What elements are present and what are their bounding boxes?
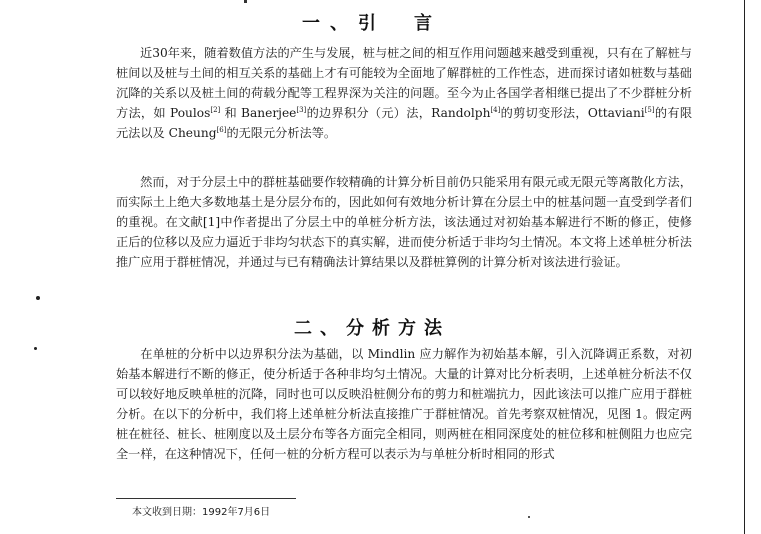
citation-ref: [3] [296, 105, 307, 114]
page-edge-rule [744, 0, 745, 534]
citation-ref: [6] [216, 125, 227, 134]
section-heading-analysis-method: 二、分析方法 [294, 318, 450, 339]
intro-text-e: 的有限元法以及 Cheung [116, 106, 693, 140]
intro-paragraph-1 [116, 43, 692, 143]
margin-dot [34, 347, 37, 350]
intro-paragraph-2 [116, 172, 692, 272]
method-paragraph-1 [116, 344, 692, 464]
scan-speck [528, 516, 530, 518]
citation-ref: [2] [210, 105, 221, 114]
margin-dot [36, 296, 40, 300]
section-heading-introduction: 一、引 言 [302, 13, 442, 34]
received-date-footnote: 本文收到日期：1992年7月6日 [132, 507, 271, 518]
footnote-rule [116, 498, 296, 499]
scan-mark [244, 0, 247, 3]
intro-paragraph-2-text: 然而，对于分层土中的群桩基础要作较精确的计算分析目前仍只能采用有限元或无限元等离散化方法，而实际土上绝大多数地基土是分层分布的，因此如何有效地分析计算在分层土中的桩基问题一直受到学者们的重视。在文献[1]中作者提出了分层土中的单桩分析方法，该法通过对初始基本解进行不断的修正，使修正后的位移以及应力逼近于非均匀状态下的真实解，进而使分析适于非均匀土情况。本文将上述单桩分析法推广应用于群桩情况，并通过与已有精确法计算结果以及群桩算例的计算分析对该法进行验证。 [116, 175, 692, 269]
intro-text-f: 的无限元分析法等。 [226, 126, 337, 140]
citation-ref: [5] [644, 105, 655, 114]
intro-text-b: 和 Banerjee [220, 106, 297, 120]
citation-ref: [4] [490, 105, 501, 114]
intro-text-a: 近30年来，随着数值方法的产生与发展，桩与桩之间的相互作用问题越来越受到重视，只有在了解桩与桩间以及桩与土间的相互关系的基础上才有可能较为全面地了解群桩的工作性态，进而探讨诸如桩数与基础沉降的关系以及桩土间的荷载分配等工程界深为关注的问题。至今为止各国学者相继已提出了不少群桩分析方法，如 Poulos [116, 46, 692, 120]
intro-text-c: 的边界积分（元）法，Randolph [306, 106, 491, 120]
intro-text-d: 的剪切变形法，Ottaviani [500, 106, 645, 120]
method-paragraph-1-text: 在单桩的分析中以边界积分法为基础，以 Mindlin 应力解作为初始基本解，引入沉降调正系数，对初始基本解进行不断的修正，使分析适于各种非均匀土情况。大量的计算对比分析表明，上述单桩分析法不仅可以较好地反映单桩的沉降，同时也可以反映沿桩侧分布的剪力和桩端抗力，因此该法可以推广应用于群桩分析。在以下的分析中，我们将上述单桩分析法直接推广于群桩情况。首先考察双桩情况，见图 1。假定两桩在桩径、桩长、桩刚度以及土层分布等各方面完全相同，则两桩在相同深度处的桩位移和桩侧阻力也应完全一样，在这种情况下，任何一桩的分析方程可以表示为与单桩分析时相同的形式 [116, 347, 692, 461]
